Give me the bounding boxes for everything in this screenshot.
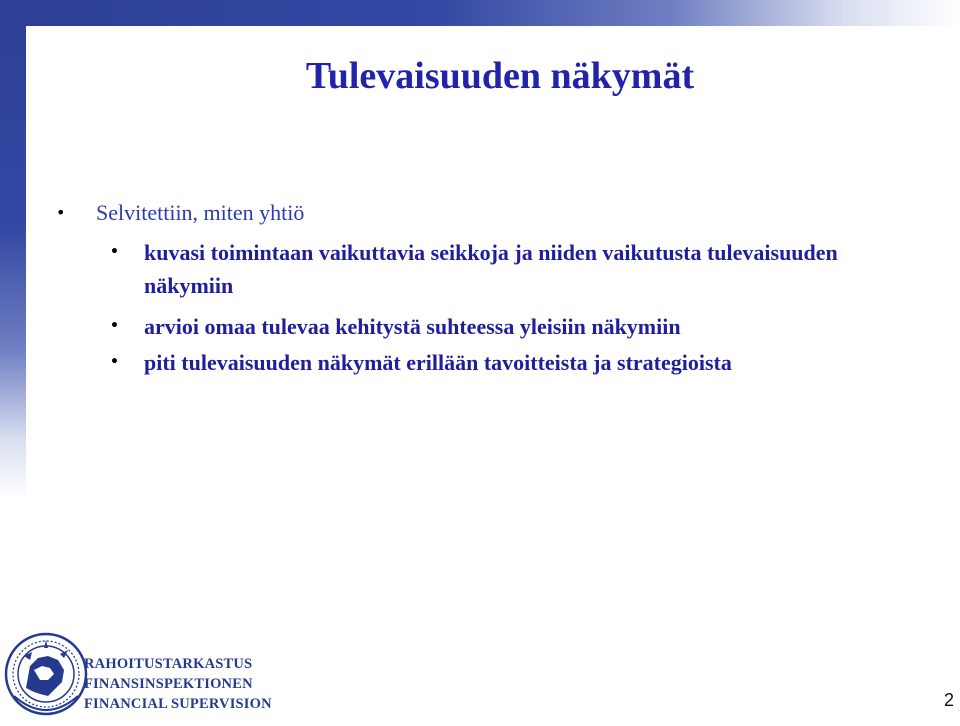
bullet-text: Selvitettiin, miten yhtiö [96, 200, 305, 225]
bullet-sub-3 [110, 346, 732, 379]
lion-seal-logo-icon [4, 626, 94, 724]
bullet-main [56, 196, 305, 229]
bullet-dot-icon: • [110, 318, 119, 334]
bullet-text: kuvasi toimintaan vaikuttavia seikkoja ja niiden vaikutusta tulevaisuuden näkymiin [144, 240, 838, 298]
bullet-sub-1 [110, 236, 864, 302]
bullet-dot-icon: • [110, 244, 119, 260]
top-decorative-band [0, 0, 960, 26]
logo-line-sv: FINANSINSPEKTIONEN [84, 676, 253, 692]
page-number: 2 [943, 690, 954, 710]
bullet-dot-icon: • [110, 354, 119, 370]
bullet-text: arvioi omaa tulevaa kehitystä suhteessa yleisiin näkymiin [144, 314, 681, 339]
logo-line-en: FINANCIAL SUPERVISION [84, 696, 272, 712]
bullet-text: piti tulevaisuuden näkymät erillään tavoitteista ja strategioista [144, 350, 732, 375]
organization-logo-text [84, 654, 272, 714]
slide-title: Tulevaisuuden näkymät [305, 55, 695, 97]
bullet-sub-2 [110, 310, 681, 343]
bullet-dot-icon: • [56, 203, 66, 222]
logo-line-fi: RAHOITUSTARKASTUS [84, 656, 253, 672]
